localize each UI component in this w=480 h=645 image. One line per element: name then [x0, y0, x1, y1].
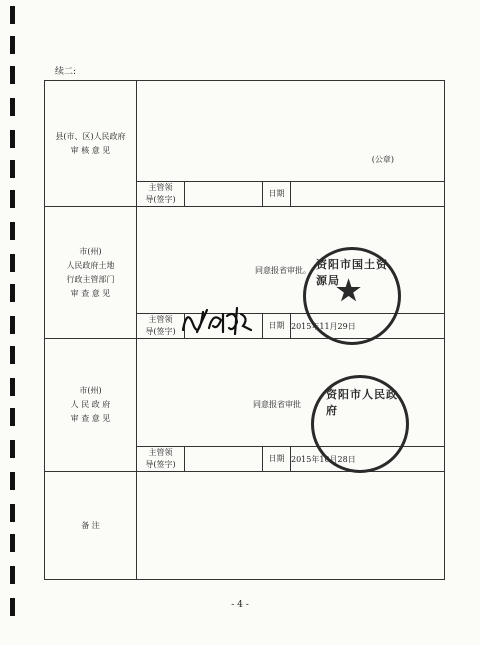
- continuation-label: 续二:: [55, 67, 77, 77]
- city-land-date-label: 日期: [263, 314, 291, 339]
- city-land-official-seal: [303, 247, 401, 345]
- star-icon: ★: [336, 274, 362, 307]
- county-section-label: [45, 81, 137, 207]
- city-gov-date-value: 2015年10月28日: [291, 447, 445, 472]
- remarks-label: 备 注: [45, 472, 137, 580]
- city-gov-opinion-area: [137, 339, 445, 447]
- county-date-cell: [291, 182, 445, 207]
- county-title: 县(市、区)人民政府: [55, 131, 126, 141]
- remarks-area: [137, 472, 445, 580]
- city-land-leader-label: 主管领 导(签字): [137, 314, 185, 339]
- county-signature-cell: [185, 182, 263, 207]
- city-gov-leader-label: 主管领 导(签字): [137, 447, 185, 472]
- page-number: - 4 -: [231, 600, 249, 610]
- approval-form: [44, 80, 445, 580]
- seal-text: 资阳市人民政府: [326, 388, 398, 417]
- city-land-date-value: 2015年11月29日: [291, 314, 445, 339]
- city-land-signature-cell: [185, 314, 263, 339]
- city-land-opinion-area: [137, 207, 445, 314]
- seal-note: (公章): [371, 155, 394, 164]
- county-opinion-area: [137, 81, 445, 182]
- handwritten-signature: [177, 302, 255, 336]
- city-land-opinion-text: 同意报省审批。: [255, 266, 311, 275]
- seal-text: 资阳市国土资源局: [316, 258, 388, 287]
- city-gov-date-label: 日期: [263, 447, 291, 472]
- city-gov-section-label: 市(州) 人 民 政 府 审 查 意 见: [45, 339, 137, 472]
- city-gov-official-seal: [311, 375, 409, 473]
- county-subtitle: 审 核 意 见: [70, 145, 111, 155]
- county-leader-label: 主管领 导(签字): [137, 182, 185, 207]
- city-land-section-label: 市(州) 人民政府土地 行政主管部门 审 查 意 见: [45, 207, 137, 339]
- city-gov-opinion-text: 同意报省审批: [253, 400, 301, 409]
- city-gov-signature-cell: [185, 447, 263, 472]
- county-date-label: 日期: [263, 182, 291, 207]
